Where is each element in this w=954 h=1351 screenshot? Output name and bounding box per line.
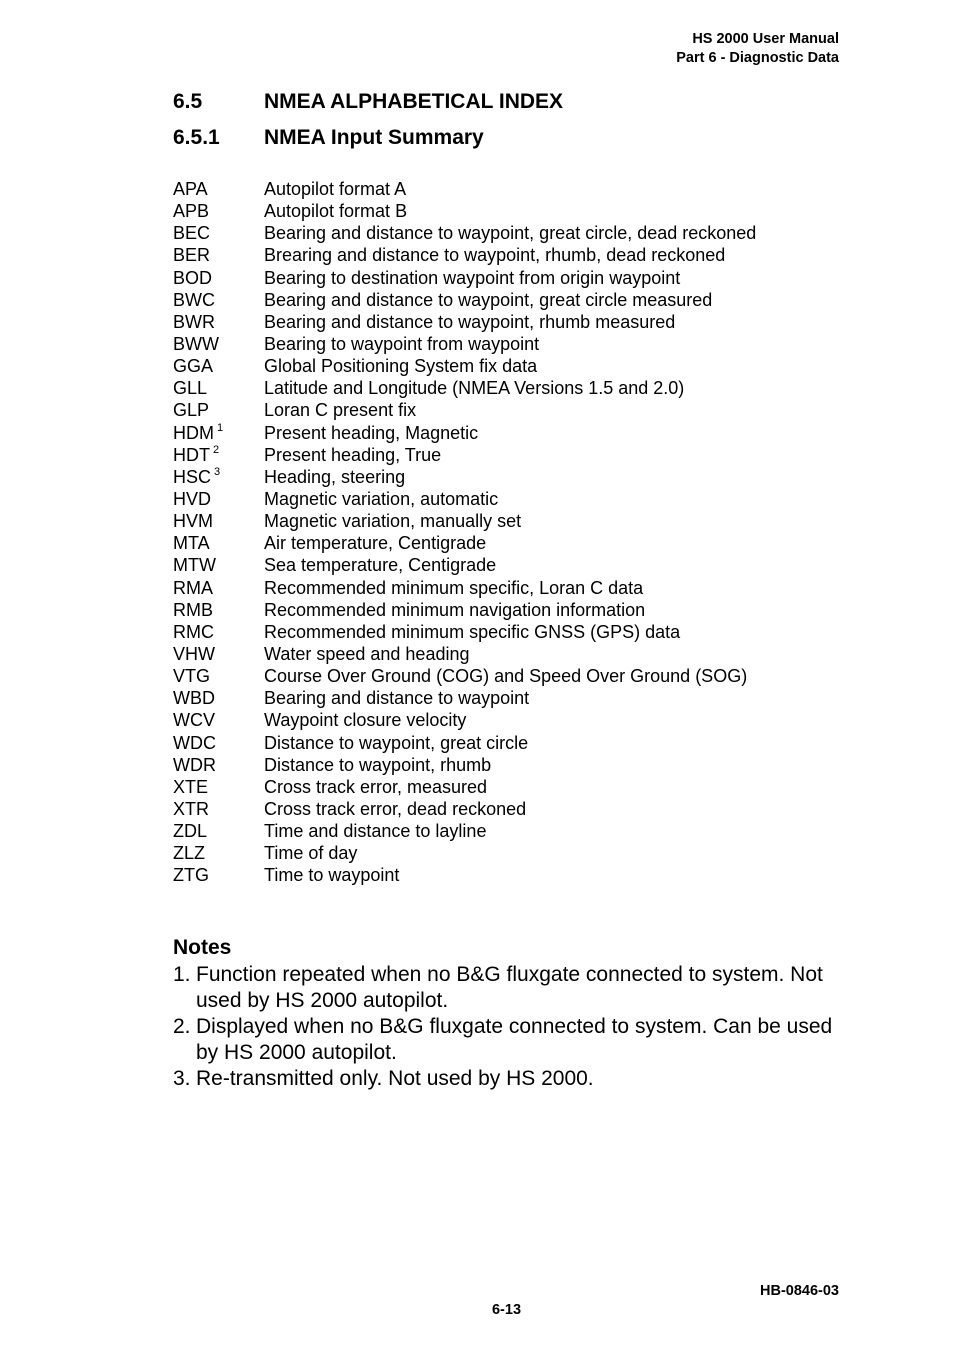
section-number: 6.5 (173, 90, 203, 113)
sentence-code-text: HDM (173, 422, 214, 443)
sentence-code-text: BOD (173, 267, 213, 288)
sentence-code (173, 754, 216, 776)
sentence-description: Waypoint closure velocity (264, 710, 467, 731)
sentence-code-text: APA (173, 179, 208, 199)
list-item (173, 598, 813, 620)
subsection-heading (173, 126, 484, 150)
sentence-description: Time to waypoint (264, 865, 400, 886)
sentence-code (173, 488, 211, 510)
section-heading (173, 90, 563, 114)
note-text: Displayed when no B&G fluxgate connected to system. Can be used by HS 2000 autopilot. (196, 1015, 833, 1064)
sentence-code (173, 289, 215, 311)
sentence-code (173, 732, 216, 754)
list-item (173, 376, 813, 398)
sentence-description: Recommended minimum specific, Loran C data (264, 577, 644, 598)
footnote-marker: 1 (217, 421, 224, 434)
note-item (173, 1066, 853, 1092)
sentence-code-text: HSC (173, 466, 212, 487)
sentence-description: Present heading, Magnetic (264, 422, 479, 443)
list-item (173, 620, 813, 642)
sentence-code-text: ZLZ (173, 843, 206, 864)
sentence-code-text: WCV (173, 710, 215, 731)
nmea-input-list (173, 177, 813, 886)
sentence-description: Bearing and distance to waypoint (264, 688, 530, 709)
sentence-description: Bearing and distance to waypoint, rhumb measured (264, 311, 676, 332)
sentence-description: Global Positioning System fix data (264, 356, 538, 377)
sentence-description: Air temperature, Centigrade (264, 533, 487, 554)
sentence-code (173, 510, 213, 532)
part-title: Part 6 - Diagnostic Data (676, 50, 839, 66)
note-item (173, 962, 853, 1014)
sentence-code (173, 267, 212, 289)
sentence-description: Present heading, True (264, 444, 442, 465)
list-item (173, 863, 813, 885)
sentence-code-text: GLP (173, 400, 210, 421)
sentence-description: Autopilot format B (264, 201, 408, 222)
sentence-description: Distance to waypoint, great circle (264, 732, 529, 753)
note-number: 3. (173, 1067, 191, 1090)
sentence-code (173, 178, 208, 200)
note-text: Re-transmitted only. Not used by HS 2000. (196, 1067, 594, 1090)
sentence-code-text: WDR (173, 754, 216, 775)
sentence-code (173, 665, 210, 687)
note-number: 2. (173, 1015, 191, 1038)
sentence-code-text: APB (173, 201, 210, 222)
sentence-description: Heading, steering (264, 466, 406, 487)
list-item (173, 753, 813, 775)
footnote-marker: 3 (214, 465, 221, 478)
sentence-code-text: ZTG (173, 865, 209, 886)
sentence-code-text: HVM (173, 511, 213, 532)
sentence-description: Autopilot format A (264, 179, 407, 199)
list-item (173, 354, 813, 376)
sentence-code-text: RMB (173, 599, 213, 620)
sentence-code (173, 554, 216, 576)
sentence-description: Recommended minimum navigation information (264, 599, 646, 620)
list-item (173, 288, 813, 310)
notes-title: Notes (173, 936, 232, 959)
sentence-code-text: BWW (173, 333, 219, 354)
list-item (173, 819, 813, 841)
sentence-code (173, 311, 215, 333)
list-item (173, 553, 813, 575)
list-item (173, 199, 813, 221)
subsection-title: NMEA Input Summary (264, 126, 484, 149)
sentence-description: Recommended minimum specific GNSS (GPS) data (264, 621, 681, 642)
sentence-code-text: BWC (173, 289, 215, 310)
sentence-description: Distance to waypoint, rhumb (264, 754, 492, 775)
list-item (173, 642, 813, 664)
sentence-code-text: ZDL (173, 821, 208, 842)
list-item (173, 487, 813, 509)
list-item (173, 576, 813, 598)
sentence-code-text: WBD (173, 688, 215, 709)
sentence-description: Course Over Ground (COG) and Speed Over Ground (SOG) (264, 666, 748, 687)
sentence-description: Time and distance to layline (264, 821, 487, 842)
sentence-description: Bearing and distance to waypoint, great circle, dead reckoned (264, 223, 757, 244)
sentence-description: Latitude and Longitude (NMEA Versions 1.5 and 2.0) (264, 378, 685, 399)
list-item (173, 266, 813, 288)
list-item (173, 686, 813, 708)
list-item (173, 177, 813, 199)
sentence-code (173, 776, 208, 798)
section-title: NMEA ALPHABETICAL INDEX (264, 90, 564, 113)
list-item (173, 465, 813, 487)
sentence-code-text: HVD (173, 488, 212, 509)
sentence-code (173, 864, 209, 886)
page-number: 6-13 (491, 1302, 522, 1318)
sentence-description: Magnetic variation, automatic (264, 488, 499, 509)
sentence-code-text: MTA (173, 533, 210, 554)
sentence-code (173, 687, 215, 709)
list-item (173, 664, 813, 686)
sentence-code (173, 377, 207, 399)
sentence-description: Magnetic variation, manually set (264, 511, 522, 532)
note-number: 1. (173, 963, 191, 986)
footnote-marker: 2 (213, 443, 220, 456)
subsection-number: 6.5.1 (173, 126, 220, 149)
document-code: HB-0846-03 (760, 1283, 839, 1299)
sentence-code-text: BEC (173, 223, 211, 244)
sentence-code (173, 577, 213, 599)
list-item (173, 310, 813, 332)
list-item (173, 708, 813, 730)
sentence-code-text: RMA (173, 577, 213, 598)
list-item (173, 775, 813, 797)
sentence-code-text: BWR (173, 311, 215, 332)
note-text: Function repeated when no B&G fluxgate connected to system. Not used by HS 2000 autopilot. (196, 963, 823, 1012)
sentence-code-text: XTR (173, 798, 209, 819)
list-item (173, 841, 813, 863)
list-item (173, 531, 813, 553)
sentence-description: Sea temperature, Centigrade (264, 555, 497, 576)
sentence-code-text: XTE (173, 776, 209, 797)
sentence-code-text: HDT (173, 444, 210, 465)
sentence-code (173, 355, 213, 377)
sentence-code-text: MTW (173, 555, 216, 576)
sentence-code-text: GGA (173, 356, 214, 377)
list-item (173, 332, 813, 354)
list-item (173, 509, 813, 531)
sentence-code-text: VTG (173, 666, 211, 687)
sentence-code (173, 399, 209, 421)
sentence-description: Bearing to waypoint from waypoint (264, 333, 540, 354)
list-item (173, 243, 813, 265)
sentence-description: Time of day (264, 843, 358, 864)
list-item (173, 443, 813, 465)
sentence-description: Cross track error, measured (264, 776, 488, 797)
list-item (173, 731, 813, 753)
sentence-code (173, 532, 210, 554)
sentence-code (173, 842, 205, 864)
sentence-code (173, 621, 214, 643)
list-item (173, 797, 813, 819)
sentence-description: Brearing and distance to waypoint, rhumb, dead reckoned (264, 245, 726, 266)
note-item (173, 1014, 853, 1066)
list-item (173, 421, 813, 443)
list-item (173, 398, 813, 420)
sentence-code (173, 820, 207, 842)
sentence-code (173, 798, 209, 820)
sentence-description: Loran C present fix (264, 400, 417, 421)
sentence-description: Bearing and distance to waypoint, great circle measured (264, 289, 713, 310)
sentence-code (173, 222, 210, 244)
sentence-code-text: WDC (173, 732, 216, 753)
sentence-description: Bearing to destination waypoint from origin waypoint (264, 267, 681, 288)
sentence-code-text: VHW (173, 643, 215, 664)
sentence-description: Water speed and heading (264, 643, 470, 664)
sentence-code-text: BER (173, 245, 211, 266)
sentence-code-text: RMC (173, 621, 214, 642)
sentence-code (173, 599, 213, 621)
sentence-code (173, 333, 219, 355)
sentence-code (173, 709, 215, 731)
sentence-code (173, 643, 215, 665)
sentence-description: Cross track error, dead reckoned (264, 798, 527, 819)
sentence-code-text: GLL (173, 378, 208, 399)
page-header (676, 30, 839, 68)
sentence-code (173, 200, 209, 222)
sentence-code (173, 244, 210, 266)
notes-section (173, 935, 853, 1092)
manual-title: HS 2000 User Manual (692, 31, 839, 47)
list-item (173, 221, 813, 243)
